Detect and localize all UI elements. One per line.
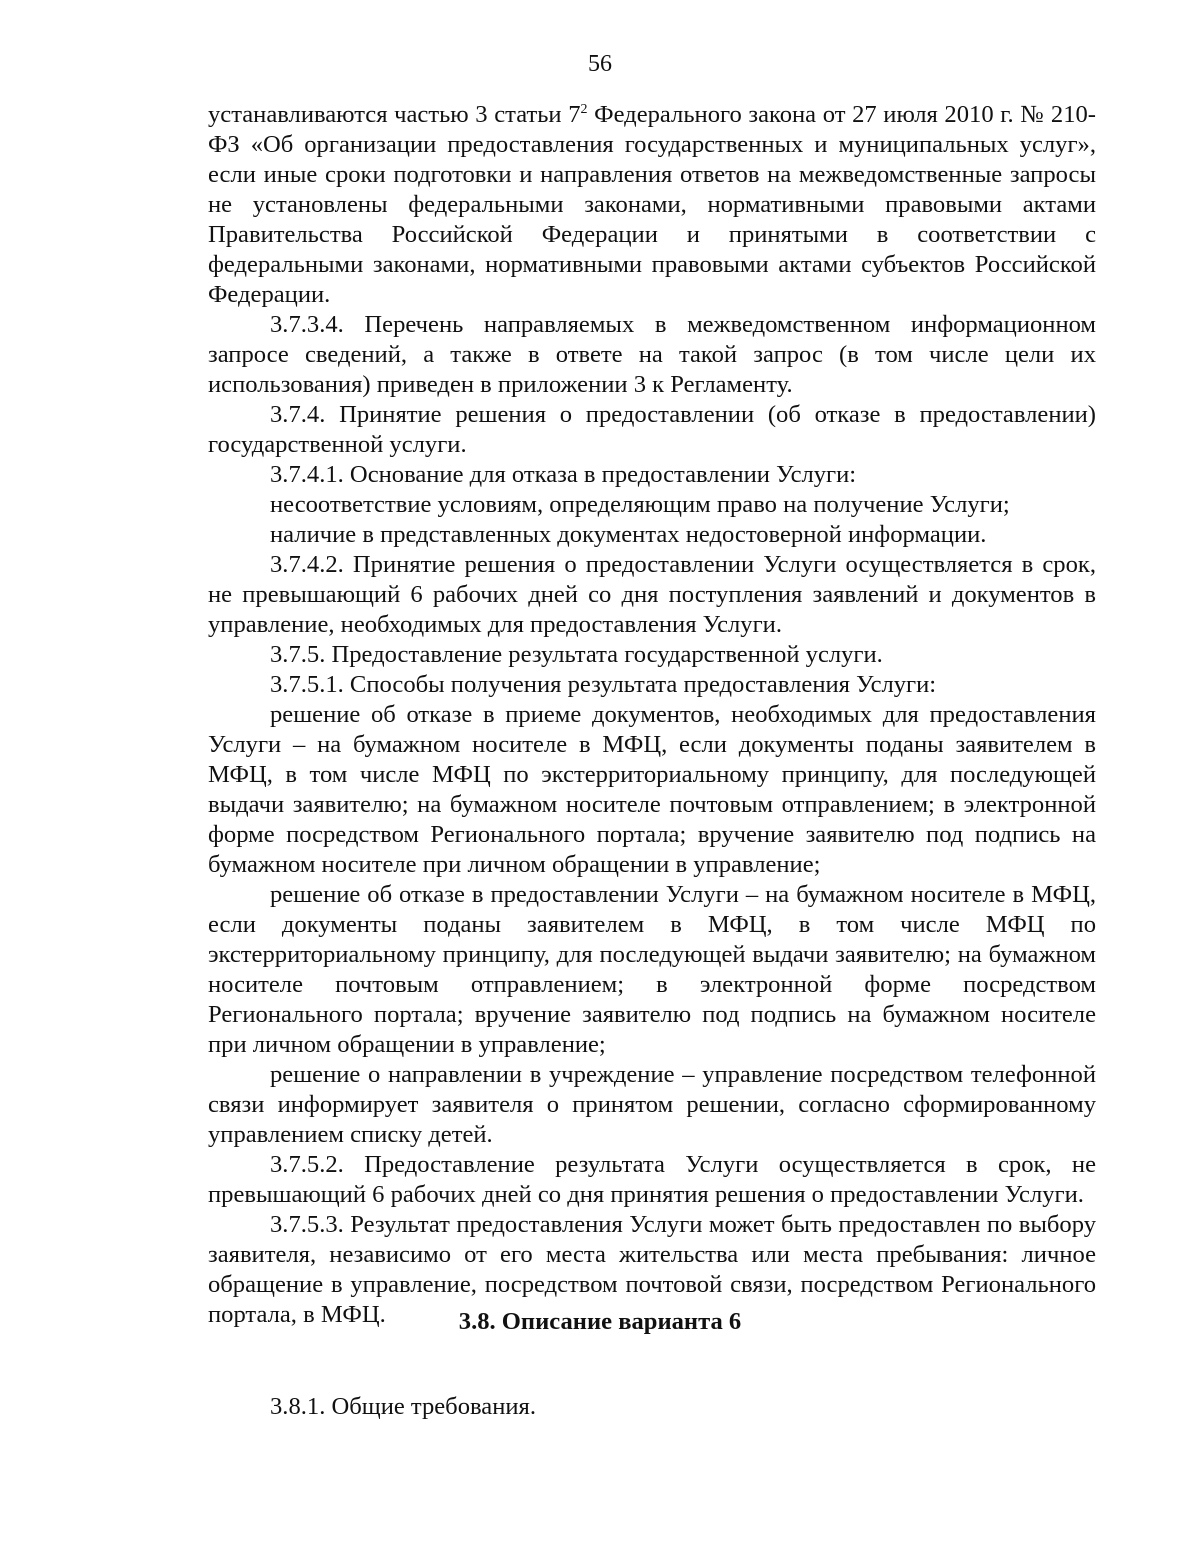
document-body [208, 100, 1096, 1330]
paragraph-continuation [208, 100, 1096, 310]
paragraph-3-8-1: 3.8.1. Общие требования. [270, 1393, 536, 1420]
list-item-result-method-3: решение о направлении в учреждение – управление посредством телефонной связи информирует заявителя о принятом решении, согласно сформированному управлением списку детей. [208, 1061, 1096, 1148]
list-item-refusal-reason-1: несоответствие условиям, определяющим право на получение Услуги; [270, 491, 1010, 518]
paragraph-3-7-5-3: 3.7.5.3. Результат предоставления Услуги может быть предоставлен по выбору заявителя, независимо от его места жительства или места пребывания: личное обращение в управление, посредством почтовой связи, посредством Регионального портала, в МФЦ. [208, 1211, 1096, 1328]
list-item-result-method-2: решение об отказе в предоставлении Услуги – на бумажном носителе в МФЦ, если документы поданы заявителем в МФЦ, в том числе МФЦ по экстерриториальному принципу, для последующей выдачи заявителю; на бумажном носителе почтовым отправлением; в электронной форме посредством Регионального портала; вручение заявителю под подпись на бумажном носителе при личном обращении в управление; [208, 881, 1096, 1058]
paragraph-text-part1: устанавливаются частью 3 статьи 7 [208, 101, 581, 128]
paragraph-3-7-3-4: 3.7.3.4. Перечень направляемых в межведомственном информационном запросе сведений, а также в ответе на такой запрос (в том числе цели их использования) приведен в приложении 3 к Регламенту. [208, 311, 1096, 398]
paragraph-3-7-4-2: 3.7.4.2. Принятие решения о предоставлении Услуги осуществляется в срок, не превышающий 6 рабочих дней со дня поступления заявлений и документов в управление, необходимых для предоставления Услуги. [208, 551, 1096, 638]
superscript: 2 [580, 101, 588, 117]
paragraph-3-7-4-1: 3.7.4.1. Основание для отказа в предоставлении Услуги: [270, 461, 857, 488]
paragraph-3-7-5-1: 3.7.5.1. Способы получения результата предоставления Услуги: [270, 671, 937, 698]
paragraph-3-7-5: 3.7.5. Предоставление результата государственной услуги. [270, 641, 883, 668]
page-number: 56 [588, 51, 612, 77]
paragraph-3-7-5-2: 3.7.5.2. Предоставление результата Услуги осуществляется в срок, не превышающий 6 рабочих дней со дня принятия решения о предоставлении Услуги. [208, 1151, 1096, 1208]
section-heading: 3.8. Описание варианта 6 [458, 1308, 742, 1335]
paragraph-text-part2: Федерального закона от 27 июля 2010 г. № 210-ФЗ «Об организации предоставления государственных и муниципальных услуг», если иные сроки подготовки и направления ответов на межведомственные запросы не установлены федеральными законами, нормативными правовыми актами Правительства Российской Федерации и принятыми в соответствии с федеральными законами, нормативными правовыми актами субъектов Российской Федерации. [208, 101, 1096, 308]
list-item-refusal-reason-2: наличие в представленных документах недостоверной информации. [270, 521, 987, 548]
list-item-result-method-1: решение об отказе в приеме документов, необходимых для предоставления Услуги – на бумажном носителе в МФЦ, если документы поданы заявителем в МФЦ, в том числе МФЦ по экстерриториальному принципу, для последующей выдачи заявителю; на бумажном носителе почтовым отправлением; в электронной форме посредством Регионального портала; вручение заявителю под подпись на бумажном носителе при личном обращении в управление; [208, 701, 1096, 878]
paragraph-3-7-4: 3.7.4. Принятие решения о предоставлении (об отказе в предоставлении) государственной услуги. [208, 401, 1096, 458]
